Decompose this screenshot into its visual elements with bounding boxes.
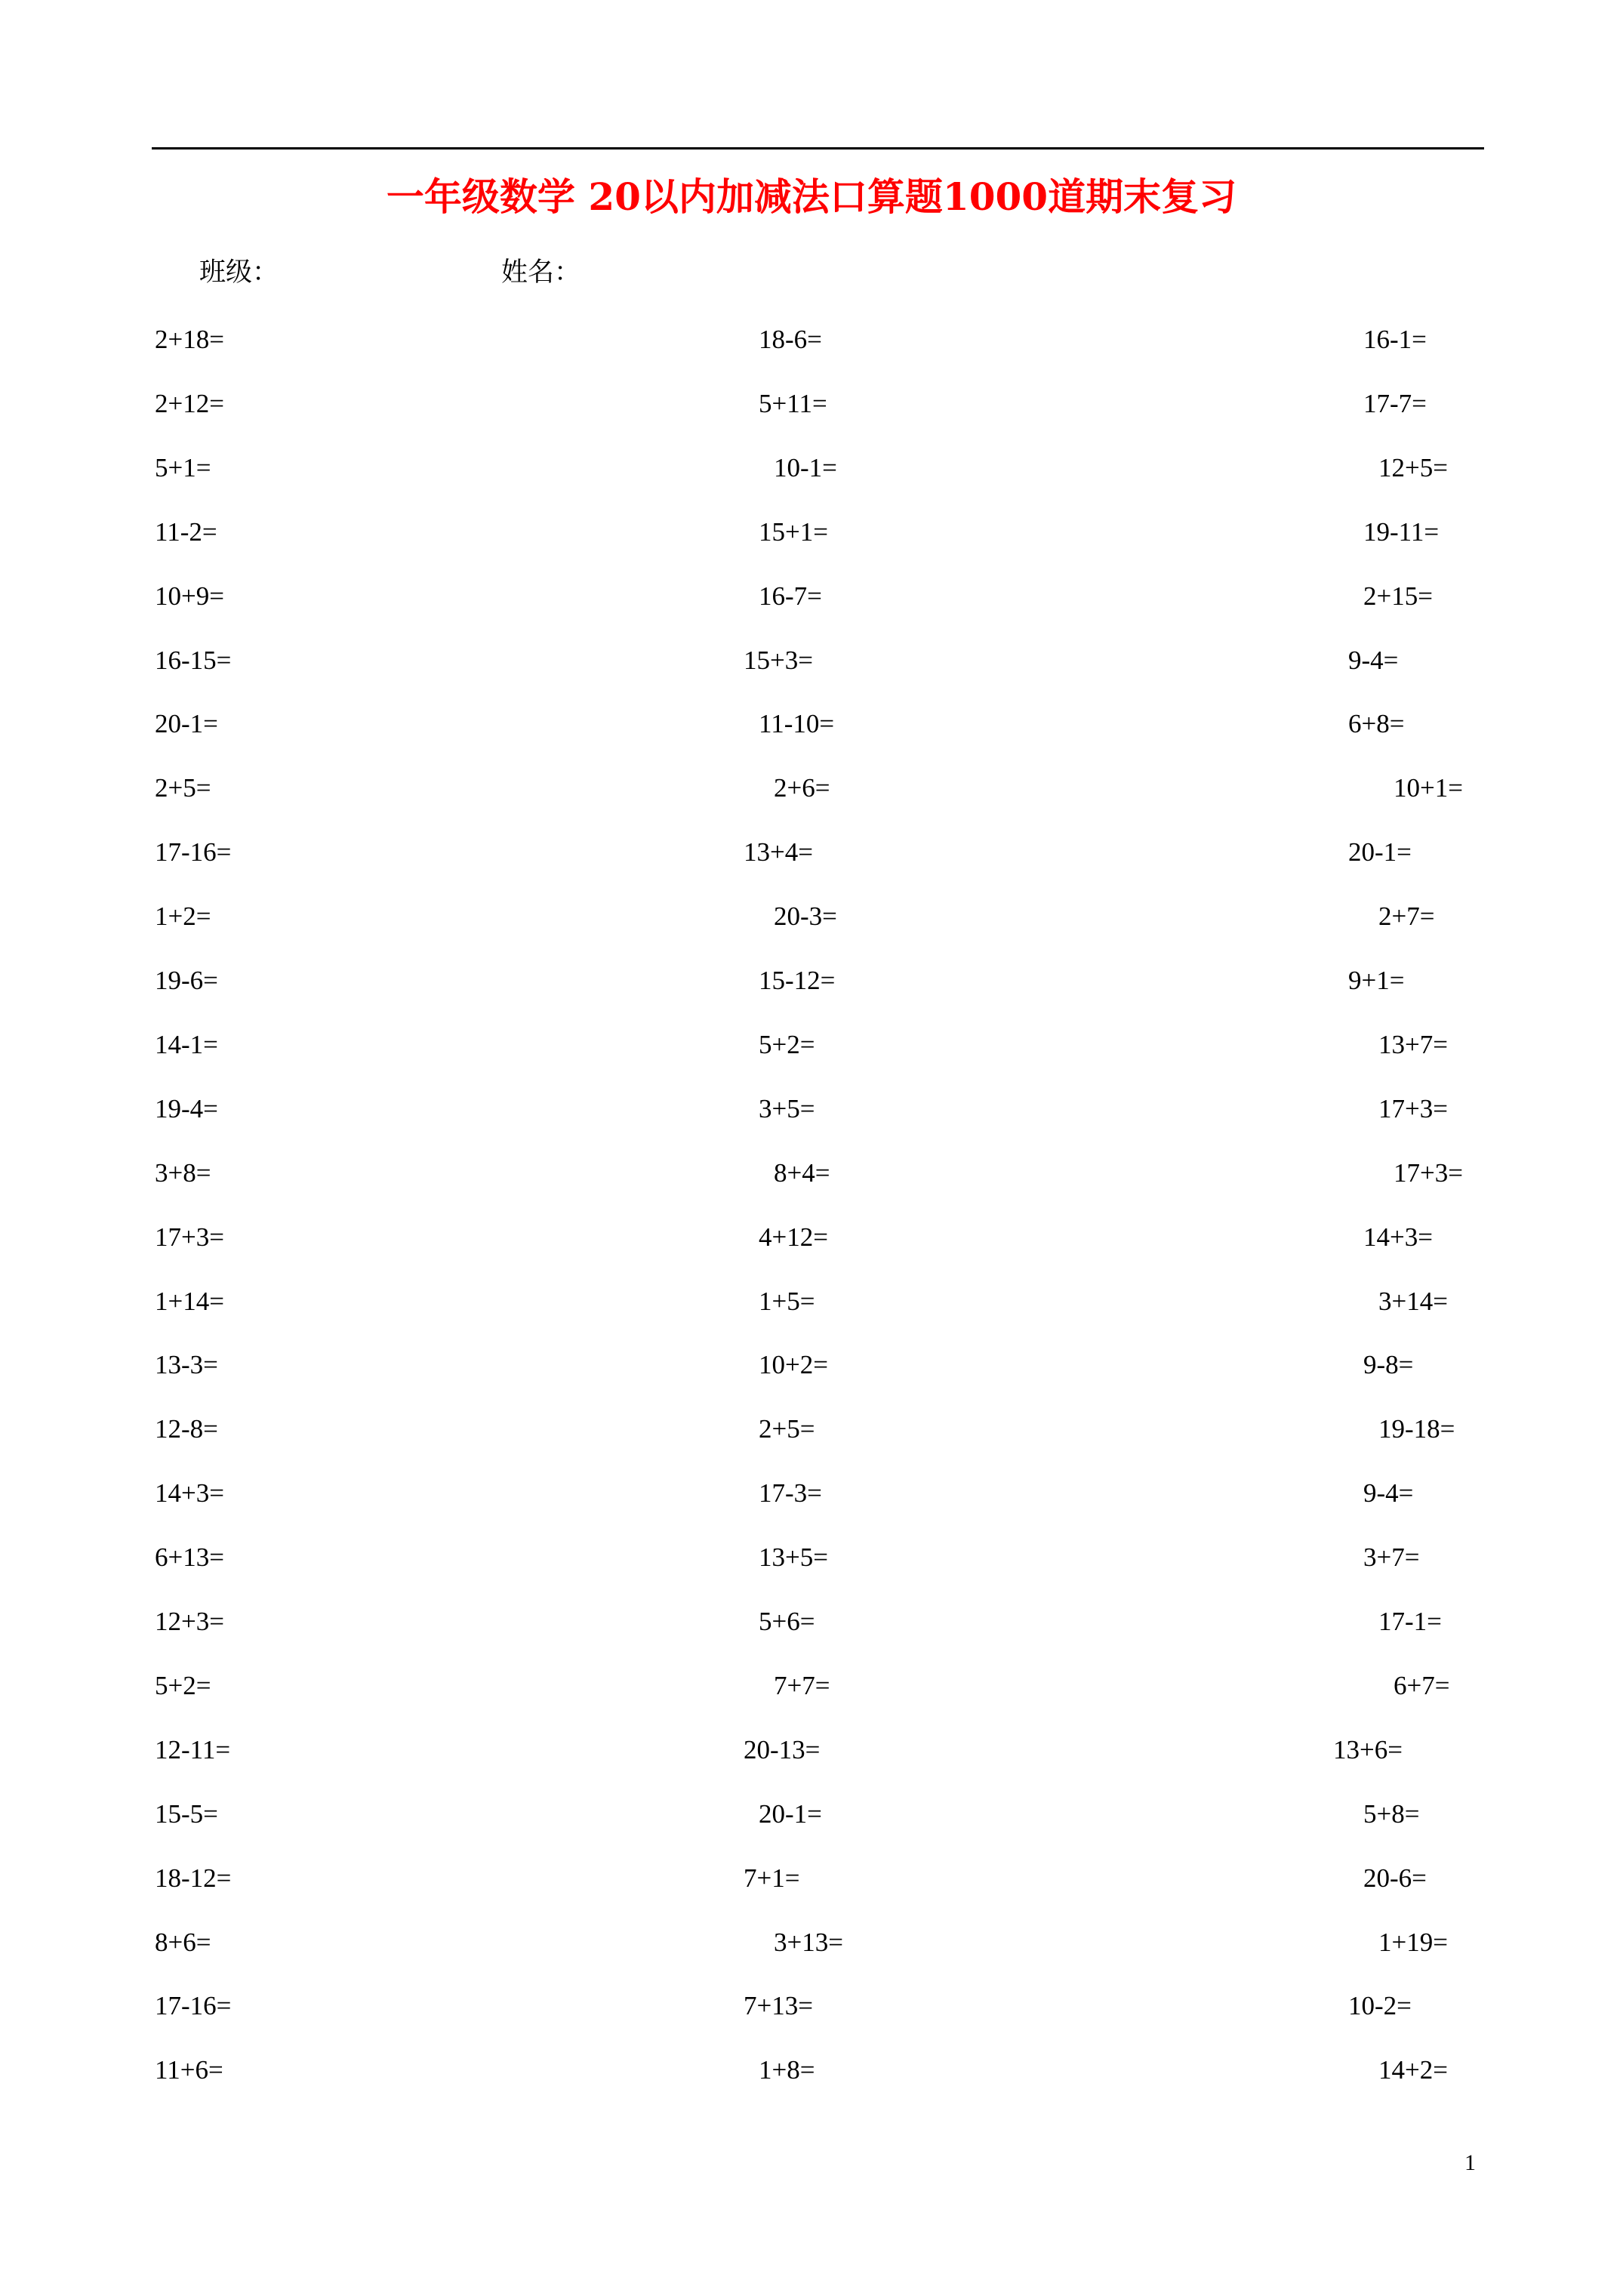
- arithmetic-problem: 11-10=: [759, 709, 835, 739]
- arithmetic-problem: 2+15=: [1363, 581, 1433, 611]
- arithmetic-problem: 8+4=: [774, 1157, 830, 1188]
- arithmetic-problem: 20-3=: [774, 901, 837, 932]
- problem-row: [0, 1731, 1623, 1777]
- arithmetic-problem: 13+4=: [744, 837, 813, 868]
- problem-row: [0, 385, 1623, 430]
- arithmetic-problem: 16-7=: [759, 581, 822, 611]
- problem-row: [0, 449, 1623, 495]
- problem-row: [0, 1154, 1623, 1200]
- problem-row: [0, 578, 1623, 623]
- arithmetic-problem: 13+6=: [1333, 1734, 1403, 1764]
- arithmetic-problem: 2+6=: [774, 773, 830, 803]
- arithmetic-problem: 5+11=: [759, 388, 827, 418]
- arithmetic-problem: 2+18=: [155, 325, 224, 354]
- problem-row: [0, 769, 1623, 815]
- arithmetic-problem: 6+7=: [1394, 1670, 1450, 1700]
- problem-row: [0, 1603, 1623, 1648]
- problem-row: [0, 898, 1623, 943]
- arithmetic-problem: 19-4=: [155, 1093, 218, 1123]
- problem-row: [0, 1860, 1623, 1905]
- arithmetic-problem: 17-3=: [759, 1478, 822, 1509]
- problem-row: [0, 642, 1623, 687]
- arithmetic-problem: 3+5=: [759, 1093, 815, 1123]
- arithmetic-problem: 10+9=: [155, 581, 224, 611]
- problem-row: [0, 1475, 1623, 1520]
- arithmetic-problem: 1+14=: [155, 1286, 224, 1316]
- page-title: 一年级数学 20以内加减法口算题1000道期末复习: [386, 174, 1237, 219]
- arithmetic-problem: 20-1=: [155, 709, 218, 739]
- arithmetic-problem: 17-1=: [1378, 1607, 1442, 1636]
- arithmetic-problem: 19-6=: [155, 966, 218, 995]
- arithmetic-problem: 20-1=: [1348, 837, 1412, 868]
- arithmetic-problem: 5+8=: [1363, 1798, 1420, 1829]
- arithmetic-problem: 17+3=: [1394, 1157, 1463, 1188]
- arithmetic-problem: 2+5=: [155, 773, 211, 803]
- arithmetic-problem: 17+3=: [1378, 1093, 1448, 1123]
- problem-row: [0, 834, 1623, 879]
- arithmetic-problem: 15-5=: [155, 1798, 218, 1829]
- problem-row: [0, 1667, 1623, 1712]
- header-rule: [152, 147, 1484, 149]
- arithmetic-problem: 1+2=: [155, 901, 211, 932]
- arithmetic-problem: 14-1=: [155, 1029, 218, 1059]
- arithmetic-problem: 10+2=: [759, 1350, 828, 1380]
- arithmetic-problem: 7+7=: [774, 1670, 830, 1700]
- arithmetic-problem: 14+2=: [1378, 2055, 1448, 2085]
- problem-row: [0, 1283, 1623, 1328]
- arithmetic-problem: 20-6=: [1363, 1863, 1427, 1893]
- arithmetic-problem: 1+8=: [759, 2055, 815, 2085]
- arithmetic-problem: 19-11=: [1363, 516, 1440, 547]
- arithmetic-problem: 1+19=: [1378, 1927, 1448, 1957]
- arithmetic-problem: 13-3=: [155, 1350, 218, 1380]
- problem-row: [0, 1346, 1623, 1391]
- arithmetic-problem: 16-15=: [155, 645, 232, 675]
- arithmetic-problem: 11+6=: [155, 2055, 223, 2085]
- arithmetic-problem: 7+13=: [744, 1991, 813, 2021]
- problem-row: [0, 705, 1623, 750]
- arithmetic-problem: 3+7=: [1363, 1542, 1420, 1573]
- arithmetic-problem: 3+13=: [774, 1927, 843, 1957]
- problem-row: [0, 2051, 1623, 2097]
- arithmetic-problem: 9+1=: [1348, 966, 1405, 995]
- arithmetic-problem: 17+3=: [155, 1222, 224, 1252]
- problem-row: [0, 1987, 1623, 2032]
- arithmetic-problem: 13+7=: [1378, 1029, 1448, 1059]
- arithmetic-problem: 20-1=: [759, 1798, 822, 1829]
- arithmetic-problem: 5+1=: [155, 452, 211, 482]
- arithmetic-problem: 5+2=: [155, 1670, 211, 1700]
- problem-row: [0, 321, 1623, 366]
- arithmetic-problem: 15+3=: [744, 645, 813, 675]
- arithmetic-problem: 12+3=: [155, 1607, 224, 1636]
- arithmetic-problem: 7+1=: [744, 1863, 800, 1893]
- arithmetic-problem: 12-8=: [155, 1414, 218, 1444]
- arithmetic-problem: 11-2=: [155, 516, 217, 547]
- arithmetic-problem: 9-8=: [1363, 1350, 1414, 1380]
- arithmetic-problem: 5+2=: [759, 1029, 815, 1059]
- problem-row: [0, 1539, 1623, 1584]
- problem-row: [0, 1795, 1623, 1841]
- arithmetic-problem: 17-16=: [155, 1991, 232, 2021]
- arithmetic-problem: 10-1=: [774, 452, 837, 482]
- arithmetic-problem: 6+13=: [155, 1542, 224, 1573]
- arithmetic-problem: 12-11=: [155, 1734, 231, 1764]
- class-label: 班级：: [199, 257, 279, 288]
- arithmetic-problem: 15+1=: [759, 516, 828, 547]
- arithmetic-problem: 6+8=: [1348, 709, 1405, 739]
- arithmetic-problem: 1+5=: [759, 1286, 815, 1316]
- arithmetic-problem: 17-7=: [1363, 388, 1427, 418]
- arithmetic-problem: 19-18=: [1378, 1414, 1455, 1444]
- arithmetic-problem: 10-2=: [1348, 1991, 1412, 2021]
- arithmetic-problem: 16-1=: [1363, 325, 1427, 354]
- arithmetic-problem: 2+12=: [155, 388, 224, 418]
- arithmetic-problem: 18-12=: [155, 1863, 232, 1893]
- arithmetic-problem: 17-16=: [155, 837, 232, 868]
- arithmetic-problem: 15-12=: [759, 966, 836, 995]
- problem-row: [0, 962, 1623, 1007]
- problem-row: [0, 1924, 1623, 1969]
- arithmetic-problem: 14+3=: [1363, 1222, 1433, 1252]
- arithmetic-problem: 5+6=: [759, 1607, 815, 1636]
- name-label: 姓名：: [501, 257, 581, 288]
- arithmetic-problem: 9-4=: [1348, 645, 1399, 675]
- problem-row: [0, 1410, 1623, 1456]
- arithmetic-problem: 8+6=: [155, 1927, 211, 1957]
- problem-row: [0, 513, 1623, 559]
- arithmetic-problem: 10+1=: [1394, 773, 1463, 803]
- arithmetic-problem: 13+5=: [759, 1542, 828, 1573]
- arithmetic-problem: 18-6=: [759, 325, 822, 354]
- arithmetic-problem: 14+3=: [155, 1478, 224, 1509]
- problem-row: [0, 1219, 1623, 1264]
- problem-row: [0, 1026, 1623, 1071]
- arithmetic-problem: 3+14=: [1378, 1286, 1448, 1316]
- arithmetic-problem: 12+5=: [1378, 452, 1448, 482]
- page-number: 1: [1464, 2150, 1476, 2175]
- problem-row: [0, 1090, 1623, 1136]
- arithmetic-problem: 2+7=: [1378, 901, 1435, 932]
- arithmetic-problem: 4+12=: [759, 1222, 828, 1252]
- arithmetic-problem: 2+5=: [759, 1414, 815, 1444]
- arithmetic-problem: 3+8=: [155, 1157, 211, 1188]
- arithmetic-problem: 20-13=: [744, 1734, 821, 1764]
- arithmetic-problem: 9-4=: [1363, 1478, 1414, 1509]
